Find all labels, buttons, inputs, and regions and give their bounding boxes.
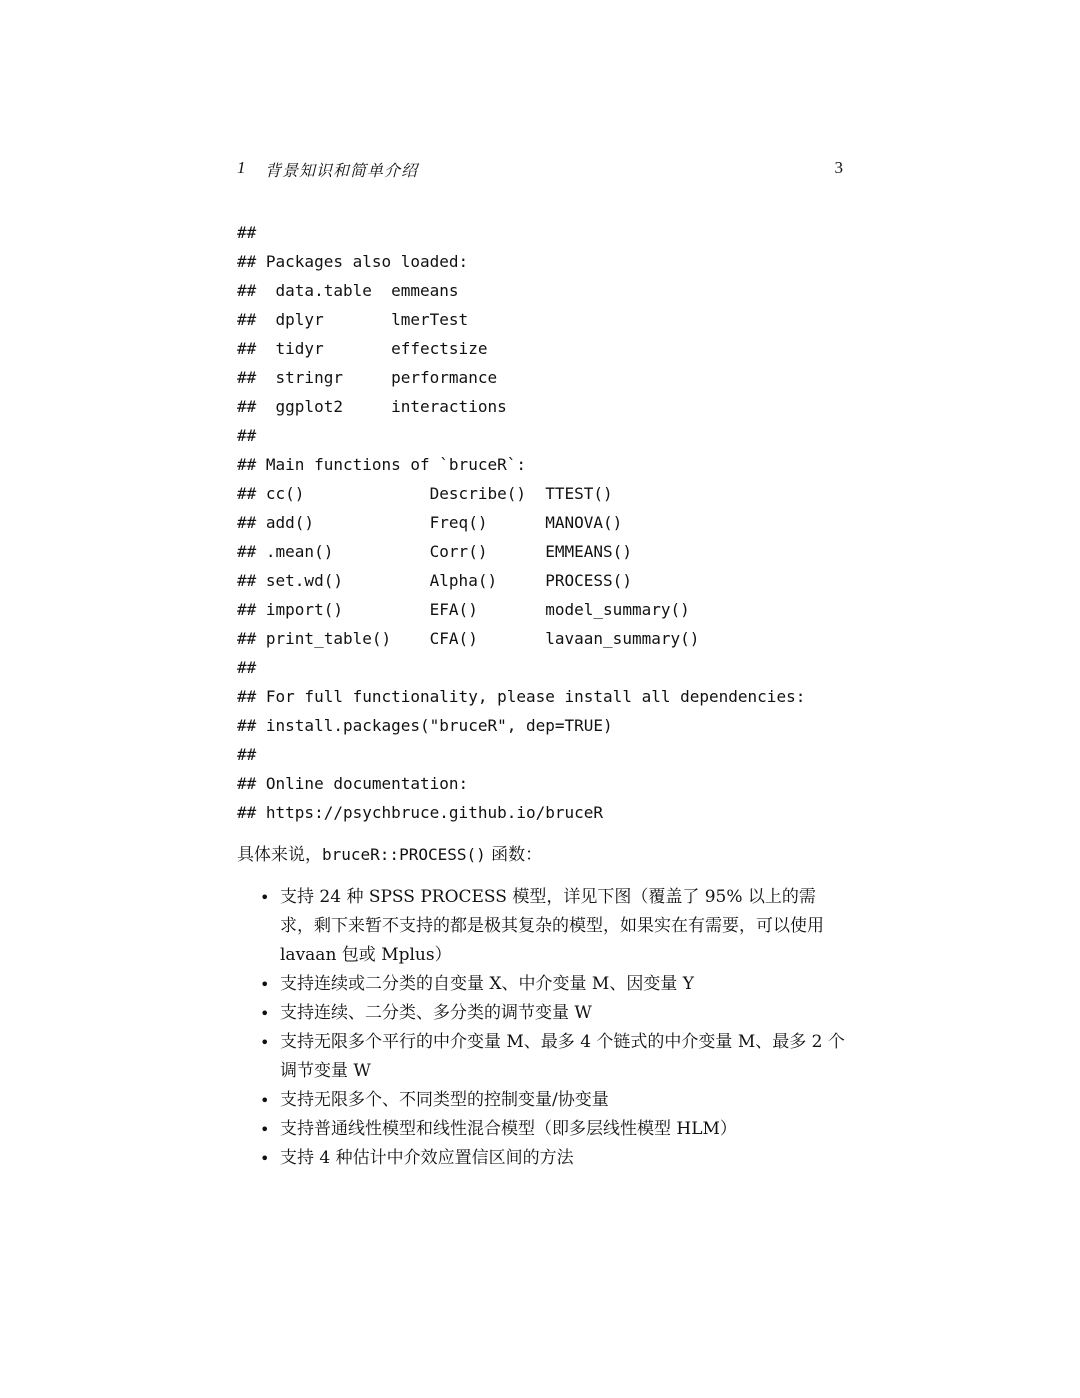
list-item-text: 支持连续或二分类的自变量 X、中介变量 M、因变量 Y bbox=[280, 974, 694, 994]
code-output-block bbox=[237, 218, 805, 827]
list-item bbox=[260, 883, 845, 970]
code-line: ## bbox=[237, 426, 257, 445]
list-item bbox=[260, 1144, 845, 1173]
running-header bbox=[237, 158, 843, 184]
list-item bbox=[260, 1086, 845, 1115]
code-line: ## data.table emmeans bbox=[237, 281, 459, 300]
code-line: ## stringr performance bbox=[237, 368, 498, 387]
list-item bbox=[260, 970, 845, 999]
code-line: ## tidyr effectsize bbox=[237, 339, 488, 358]
code-line: ## import() EFA() model_summary() bbox=[237, 600, 690, 619]
list-item-text: 支持普通线性模型和线性混合模型（即多层线性模型 HLM） bbox=[280, 1119, 737, 1139]
list-item bbox=[260, 1028, 845, 1086]
code-line: ## Online documentation: bbox=[237, 774, 469, 793]
code-line: ## .mean() Corr() EMMEANS() bbox=[237, 542, 632, 561]
intro-paragraph bbox=[237, 840, 542, 870]
list-item-text: 支持连续、二分类、多分类的调节变量 W bbox=[280, 1003, 592, 1023]
code-line: ## add() Freq() MANOVA() bbox=[237, 513, 623, 532]
list-item-text: 支持无限多个平行的中介变量 M、最多 4 个链式的中介变量 M、最多 2 个调节变量 W bbox=[280, 1032, 845, 1081]
code-line: ## bbox=[237, 223, 257, 242]
bullet-icon: • bbox=[260, 1004, 270, 1023]
code-line: ## cc() Describe() TTEST() bbox=[237, 484, 613, 503]
code-line: ## print_table() CFA() lavaan_summary() bbox=[237, 629, 700, 648]
feature-list bbox=[260, 883, 845, 1173]
chapter-number: 1 bbox=[237, 158, 246, 177]
code-line: ## For full functionality, please install all dependencies: bbox=[237, 687, 806, 706]
chapter-title: 背景知识和简单介绍 bbox=[265, 161, 419, 180]
intro-prefix: 具体来说， bbox=[237, 845, 322, 865]
bullet-icon: • bbox=[260, 1149, 270, 1168]
list-item-text: 支持无限多个、不同类型的控制变量/协变量 bbox=[280, 1090, 609, 1110]
code-line: ## https://psychbruce.github.io/bruceR bbox=[237, 803, 604, 822]
code-line: ## Packages also loaded: bbox=[237, 252, 469, 271]
code-line: ## bbox=[237, 745, 257, 764]
list-item bbox=[260, 1115, 845, 1144]
list-item-text: 支持 24 种 SPSS PROCESS 模型，详见下图（覆盖了 95% 以上的需求，剩下来暂不支持的都是极其复杂的模型，如果实在有需要，可以使用 lavaan 包或 Mplus） bbox=[280, 887, 824, 965]
bullet-icon: • bbox=[260, 975, 270, 994]
list-item-text: 支持 4 种估计中介效应置信区间的方法 bbox=[280, 1148, 574, 1168]
bullet-icon: • bbox=[260, 1091, 270, 1110]
bullet-icon: • bbox=[260, 888, 270, 907]
intro-suffix: 函数： bbox=[485, 845, 543, 865]
code-line: ## Main functions of `bruceR`: bbox=[237, 455, 526, 474]
bullet-icon: • bbox=[260, 1033, 270, 1052]
code-line: ## set.wd() Alpha() PROCESS() bbox=[237, 571, 632, 590]
code-line: ## dplyr lmerTest bbox=[237, 310, 469, 329]
list-item bbox=[260, 999, 845, 1028]
bullet-icon: • bbox=[260, 1120, 270, 1139]
code-line: ## ggplot2 interactions bbox=[237, 397, 507, 416]
code-line: ## bbox=[237, 658, 257, 677]
page-number: 3 bbox=[834, 158, 843, 177]
inline-code-process: bruceR::PROCESS() bbox=[322, 845, 486, 864]
code-line: ## install.packages("bruceR", dep=TRUE) bbox=[237, 716, 613, 735]
